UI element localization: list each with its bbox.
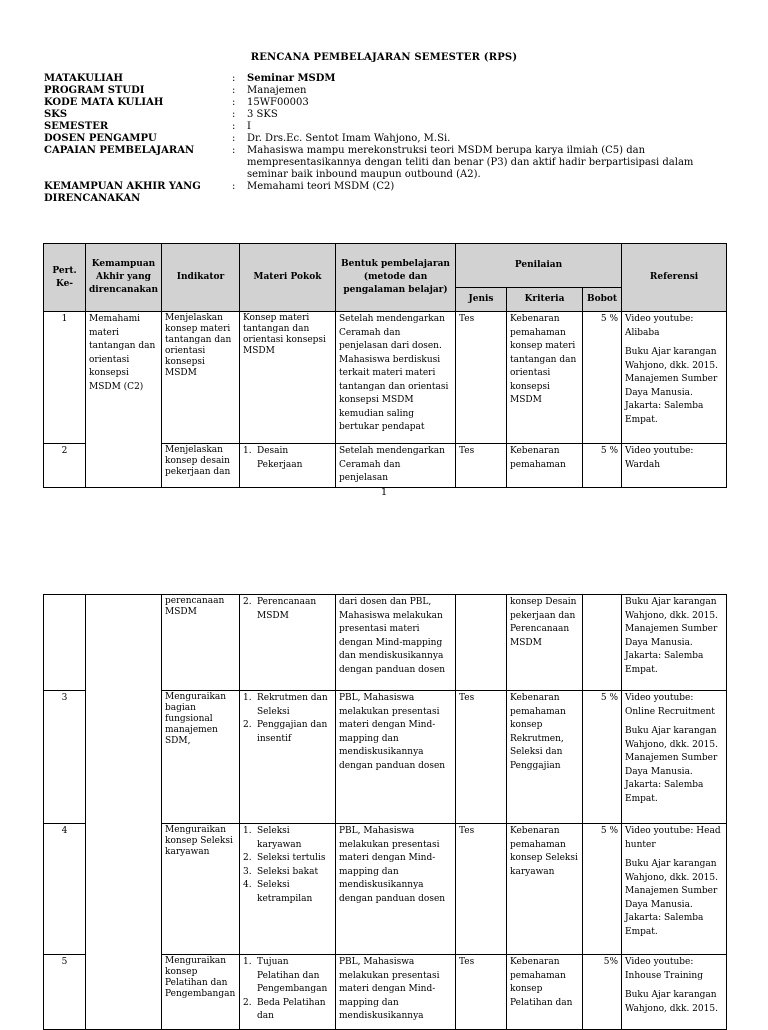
document-title: RENCANA PEMBELAJARAN SEMESTER (RPS) (250, 52, 518, 63)
cell-materi (240, 824, 336, 955)
list-number: 1. (243, 446, 252, 456)
cell-materi: Konsep materi tantangan dan orientasi konsepsi MSDM (240, 312, 336, 444)
meta-key: DOSEN PENGAMPU (44, 133, 157, 144)
list-number: 1. (243, 957, 252, 967)
list-item (243, 596, 332, 623)
cell-pert: 4 (44, 824, 86, 955)
header-bentuk: Bentuk pembelajaran (metode dan pengalaman belajar) (336, 244, 456, 312)
cell-referensi: Buku Ajar karangan Wahjono, dkk. 2015. Manajemen Sumber Daya Manusia. Jakarta: Salemba Empat. (622, 595, 727, 691)
cell-jenis (456, 595, 507, 691)
meta-row-program-studi (44, 85, 734, 97)
cell-bentuk: PBL, Mahasiswa melakukan presentasi materi dengan Mind-mapping dan mendiskusikannya dengan panduan dosen (336, 824, 456, 955)
cell-kemampuan (86, 595, 162, 1030)
header-referensi: Referensi (622, 244, 727, 312)
meta-row-capaian (44, 145, 734, 181)
materi-list (243, 445, 332, 472)
list-text: Seleksi bakat (257, 866, 319, 877)
list-number: 1. (243, 826, 252, 836)
meta-colon: : (232, 109, 236, 120)
course-info (44, 73, 734, 205)
ref-book: Buku Ajar karangan Wahjono, dkk. 2015. (625, 990, 718, 1014)
meta-row-kode (44, 97, 734, 109)
list-text: Seleksi karyawan (257, 826, 302, 850)
rps-table-page-2 (43, 594, 727, 1030)
cell-referensi (622, 312, 727, 444)
cell-bentuk: PBL, Mahasiswa melakukan presentasi materi dengan Mind-mapping dan mendiskusikannya dengan panduan dosen (336, 691, 456, 824)
meta-row-matakuliah (44, 73, 734, 85)
header-jenis: Jenis (456, 288, 507, 312)
meta-key: CAPAIAN PEMBELAJARAN (44, 145, 195, 156)
cell-materi (240, 595, 336, 691)
header-penilaian: Penilaian (456, 244, 622, 288)
cell-kriteria: Kebenaran pemahaman (507, 444, 583, 488)
cell-bentuk: dari dosen dan PBL, Mahasiswa melakukan presentasi materi dengan Mind-mapping dan mendiskusikannya dengan panduan dosen (336, 595, 456, 691)
list-item (243, 997, 332, 1024)
meta-row-semester (44, 121, 734, 133)
cell-pert: 3 (44, 691, 86, 824)
ref-video: Video youtube: Alibaba (625, 314, 694, 338)
meta-value: Mahasiswa mampu merekonstruksi teori MSDM berupa karya ilmiah (C5) dan mempresentasikannya dengan teliti dan benar (P3) dan aktif hadir berpartisipasi dalam seminar baik inbound maupun outbound (A2). (247, 145, 694, 180)
cell-jenis: Tes (456, 824, 507, 955)
meta-colon: : (232, 145, 236, 156)
list-number: 2. (243, 720, 252, 730)
cell-referensi (622, 691, 727, 824)
list-item (243, 445, 332, 472)
header-bobot: Bobot (583, 288, 622, 312)
cell-bentuk: Setelah mendengarkan Ceramah dan penjelasan dari dosen. Mahasiswa berdiskusi terkait materi materi tantangan dan orientasi konsepsi MSDM kemudian saling bertukar pendapat (336, 312, 456, 444)
table-row (44, 312, 727, 444)
meta-colon: : (232, 181, 236, 192)
cell-kemampuan: Memahami materi tantangan dan orientasi konsepsi MSDM (C2) (86, 312, 162, 488)
cell-kriteria: Kebenaran pemahaman konsep Seleksi karyawan (507, 824, 583, 955)
list-number: 4. (243, 880, 252, 890)
list-item (243, 852, 332, 866)
list-text: Rekrutmen dan Seleksi (257, 693, 328, 717)
list-text: Desain Pekerjaan (257, 446, 303, 470)
document-page-2 (0, 530, 768, 1024)
cell-kriteria: konsep Desain pekerjaan dan Perencanaan MSDM (507, 595, 583, 691)
cell-bobot: 5% (583, 955, 622, 1030)
ref-book: Buku Ajar karangan Wahjono, dkk. 2015. Manajemen Sumber Daya Manusia. Jakarta: Salemba Empat. (625, 726, 718, 804)
cell-bobot: 5 % (583, 691, 622, 824)
meta-value: Memahami teori MSDM (C2) (247, 181, 395, 192)
cell-bentuk: Setelah mendengarkan Ceramah dan penjelasan (336, 444, 456, 488)
list-text: Penggajian dan insentif (257, 720, 328, 744)
cell-kriteria: Kebenaran pemahaman konsep Rekrutmen, Seleksi dan Penggajian (507, 691, 583, 824)
cell-bentuk: PBL, Mahasiswa melakukan presentasi materi dengan Mind-mapping dan mendiskusikannya (336, 955, 456, 1030)
cell-referensi: Video youtube: Wardah (622, 444, 727, 488)
ref-video: Video youtube: Inhouse Training (625, 957, 703, 981)
header-kriteria: Kriteria (507, 288, 583, 312)
cell-kriteria: Kebenaran pemahaman konsep Pelatihan dan (507, 955, 583, 1030)
list-item (243, 866, 332, 880)
materi-list (243, 825, 332, 906)
cell-pert: 5 (44, 955, 86, 1030)
list-text: Beda Pelatihan dan (257, 997, 326, 1021)
meta-colon: : (232, 121, 236, 132)
cell-jenis: Tes (456, 444, 507, 488)
ref-book: Buku Ajar karangan Wahjono, dkk. 2015. Manajemen Sumber Daya Manusia. Jakarta: Salemba Empat. (625, 859, 718, 937)
list-text: Tujuan Pelatihan dan Pengembangan (257, 957, 328, 994)
meta-row-dosen (44, 133, 734, 145)
header-pert: Pert. Ke- (44, 244, 86, 312)
page-number: 1 (380, 487, 388, 498)
cell-materi (240, 444, 336, 488)
cell-bobot: 5 % (583, 824, 622, 955)
header-materi: Materi Pokok (240, 244, 336, 312)
cell-pert (44, 595, 86, 691)
cell-bobot (583, 595, 622, 691)
cell-jenis: Tes (456, 312, 507, 444)
meta-key: KEMAMPUAN AKHIR YANG DIRENCANAKAN (44, 181, 201, 204)
meta-colon: : (232, 97, 236, 108)
list-number: 3. (243, 866, 252, 877)
cell-kriteria: Kebenaran pemahaman konsep materi tantangan dan orientasi konsepsi MSDM (507, 312, 583, 444)
cell-bobot: 5 % (583, 444, 622, 488)
meta-key: PROGRAM STUDI (44, 85, 145, 96)
cell-jenis: Tes (456, 691, 507, 824)
meta-key: MATAKULIAH (44, 73, 123, 84)
meta-value: Seminar MSDM (247, 73, 336, 84)
meta-row-kemampuan-akhir (44, 181, 734, 205)
cell-indikator: Menjelaskan konsep desain pekerjaan dan (162, 444, 240, 488)
cell-materi (240, 955, 336, 1030)
cell-pert: 2 (44, 444, 86, 488)
cell-referensi (622, 824, 727, 955)
cell-indikator: Menguraikan bagian fungsional manajemen SDM, (162, 691, 240, 824)
list-text: Seleksi ketrampilan (257, 880, 313, 904)
list-number: 1. (243, 693, 252, 703)
cell-bobot: 5 % (583, 312, 622, 444)
list-item (243, 692, 332, 719)
list-item (243, 719, 332, 746)
ref-book: Buku Ajar karangan Wahjono, dkk. 2015. Manajemen Sumber Daya Manusia. Jakarta: Salemba Empat. (625, 347, 718, 425)
meta-key: KODE MATA KULIAH (44, 97, 164, 108)
meta-key: SKS (44, 109, 68, 120)
list-item (243, 956, 332, 997)
header-indikator: Indikator (162, 244, 240, 312)
meta-value: Manajemen (247, 85, 307, 96)
cell-indikator: perencanaan MSDM (162, 595, 240, 691)
meta-key: SEMESTER (44, 121, 109, 132)
ref-video: Video youtube: Online Recruitment (625, 693, 715, 717)
materi-list (243, 692, 332, 746)
materi-list (243, 956, 332, 1024)
meta-row-sks (44, 109, 734, 121)
meta-value: 15WF00003 (247, 97, 309, 108)
meta-colon: : (232, 73, 236, 84)
meta-value: I (247, 121, 251, 132)
meta-value: Dr. Drs.Ec. Sentot Imam Wahjono, M.Si. (247, 133, 451, 144)
table-row (44, 595, 727, 691)
cell-indikator: Menguraikan konsep Seleksi karyawan (162, 824, 240, 955)
cell-indikator: Menjelaskan konsep materi tantangan dan orientasi konsepsi MSDM (162, 312, 240, 444)
cell-referensi (622, 955, 727, 1030)
cell-indikator: Menguraikan konsep Pelatihan dan Pengembangan (162, 955, 240, 1030)
cell-pert: 1 (44, 312, 86, 444)
header-kemampuan: Kemampuan Akhir yang direncanakan (86, 244, 162, 312)
list-number: 2. (243, 597, 252, 607)
rps-table-page-1 (43, 243, 727, 488)
ref-video: Video youtube: Head hunter (625, 826, 721, 850)
list-item (243, 825, 332, 852)
list-item (243, 879, 332, 906)
meta-colon: : (232, 133, 236, 144)
list-number: 2. (243, 997, 252, 1008)
cell-materi (240, 691, 336, 824)
materi-list (243, 596, 332, 623)
cell-jenis: Tes (456, 955, 507, 1030)
meta-colon: : (232, 85, 236, 96)
list-text: Seleksi tertulis (257, 853, 326, 863)
list-number: 2. (243, 853, 252, 863)
meta-value: 3 SKS (247, 109, 278, 120)
list-text: Perencanaan MSDM (257, 597, 317, 621)
